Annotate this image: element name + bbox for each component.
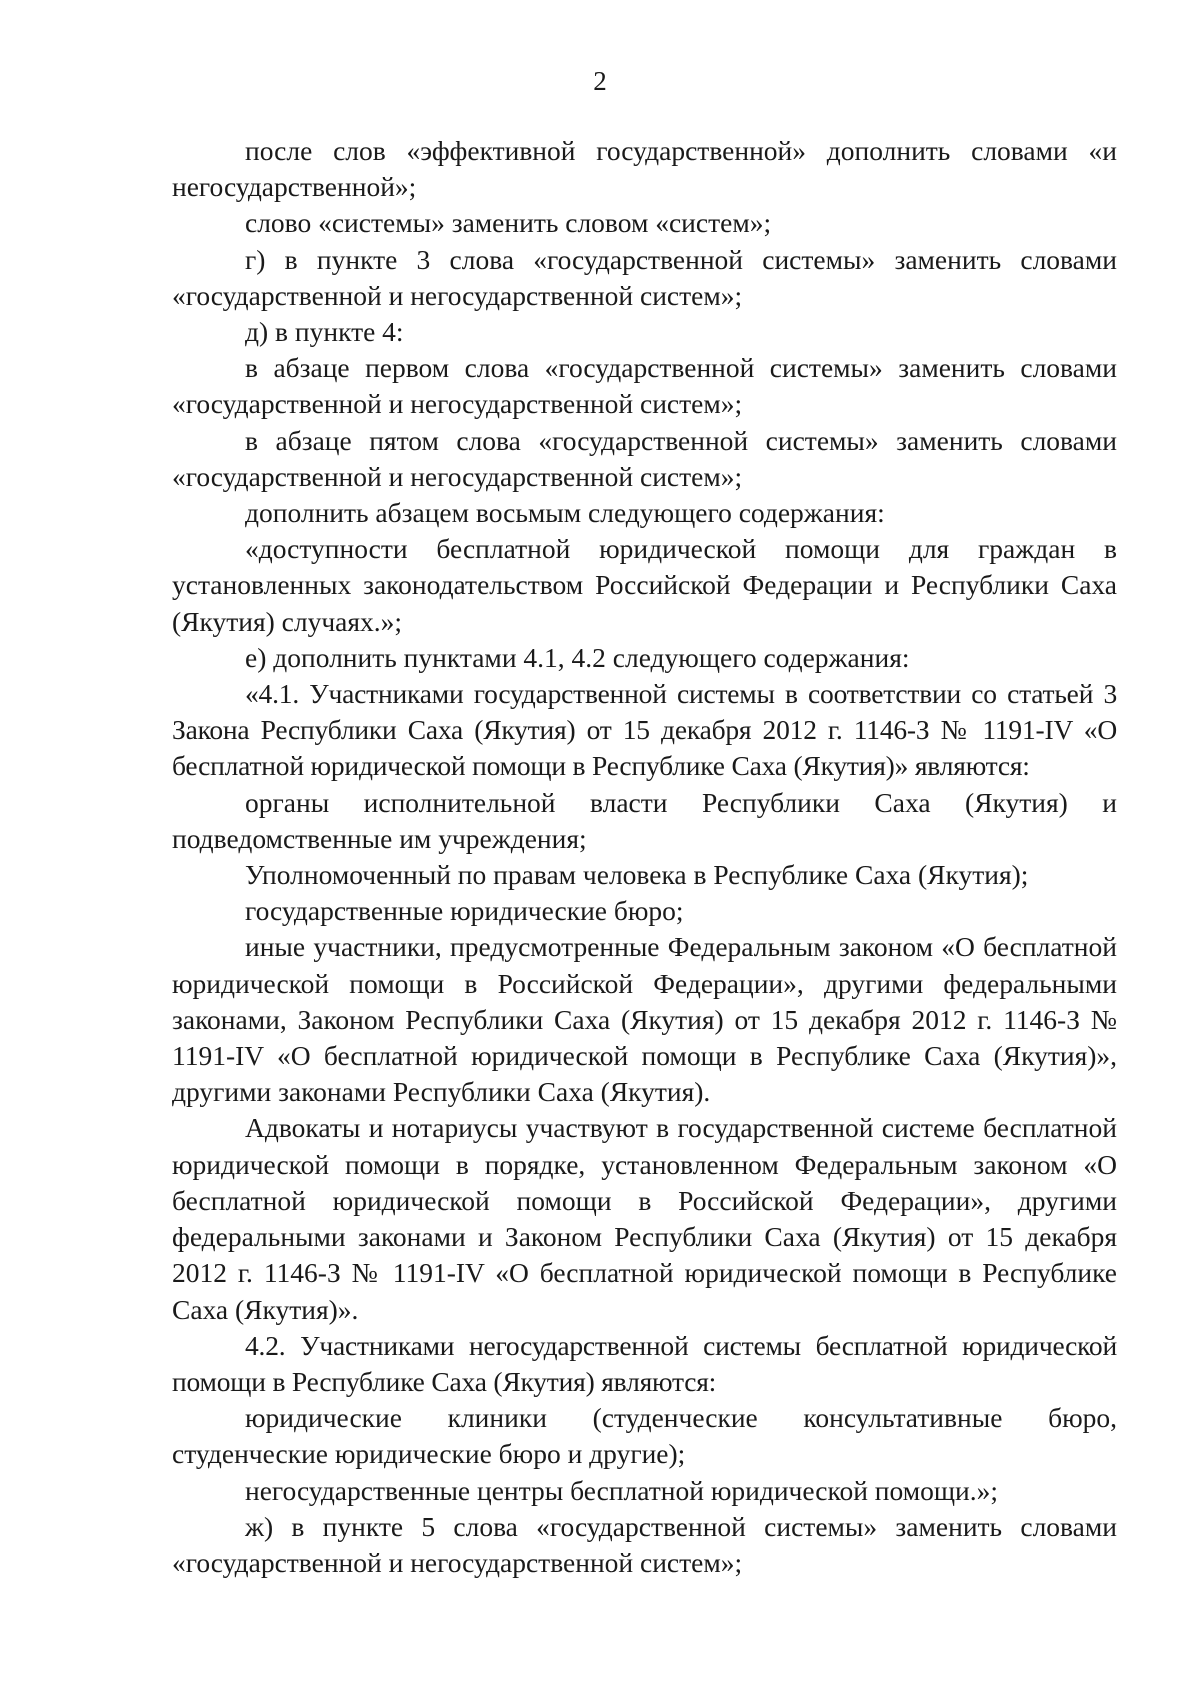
paragraph: после слов «эффективной государственной» дополнить словами «и негосударственной»;: [172, 135, 1117, 203]
document-body: [172, 133, 1117, 1581]
paragraph: юридические клиники (студенческие консультативные бюро, студенческие юридические бюро и другие);: [172, 1402, 1117, 1470]
paragraph: в абзаце первом слова «государственной системы» заменить словами «государственной и негосударственной систем»;: [172, 352, 1117, 420]
paragraph: негосударственные центры бесплатной юридической помощи.»;: [245, 1474, 999, 1506]
paragraph: слово «системы» заменить словом «систем»;: [245, 207, 772, 239]
page-number: 2: [593, 66, 607, 96]
paragraph: Адвокаты и нотариусы участвуют в государственной системе бесплатной юридической помощи в порядке, установленном Федеральным законом «О бесплатной юридической помощи в Российской Федерации», другими федеральными законами и Законом Республики Саха (Якутия) от 15 декабря 2012 г. 1146-З № 1191-IV «О бесплатной юридической помощи в Республике Саха (Якутия)».: [172, 1112, 1117, 1325]
paragraph: дополнить абзацем восьмым следующего содержания:: [245, 497, 885, 529]
paragraph: Уполномоченный по правам человека в Республике Саха (Якутия);: [245, 859, 1029, 891]
paragraph: в абзаце пятом слова «государственной системы» заменить словами «государственной и негосударственной систем»;: [172, 424, 1117, 492]
paragraph: «доступности бесплатной юридической помощи для граждан в установленных законодательством Российской Федерации и Республики Саха (Якутия) случаях.»;: [172, 533, 1117, 637]
paragraph: д) в пункте 4:: [245, 316, 404, 348]
paragraph: органы исполнительной власти Республики Саха (Якутия) и подведомственные им учреждения;: [172, 786, 1117, 854]
paragraph: иные участники, предусмотренные Федеральным законом «О бесплатной юридической помощи в Российской Федерации», другими федеральными законами, Законом Республики Саха (Якутия) от 15 декабря 2012 г. 1146-З № 1191-IV «О бесплатной юридической помощи в Республике Саха (Якутия)», другими законами Республики Саха (Якутия).: [172, 931, 1117, 1108]
paragraph: ж) в пункте 5 слова «государственной системы» заменить словами «государственной и негосударственной систем»;: [172, 1510, 1117, 1578]
paragraph: 4.2. Участниками негосударственной системы бесплатной юридической помощи в Республике Саха (Якутия) являются:: [172, 1329, 1117, 1397]
paragraph: г) в пункте 3 слова «государственной системы» заменить словами «государственной и негосударственной систем»;: [172, 243, 1117, 311]
paragraph: «4.1. Участниками государственной системы в соответствии со статьей 3 Закона Республики Саха (Якутия) от 15 декабря 2012 г. 1146-З № 1191-IV «О бесплатной юридической помощи в Республике Саха (Якутия)» являются:: [172, 678, 1117, 782]
paragraph: е) дополнить пунктами 4.1, 4.2 следующего содержания:: [245, 641, 910, 673]
paragraph: государственные юридические бюро;: [245, 895, 684, 927]
